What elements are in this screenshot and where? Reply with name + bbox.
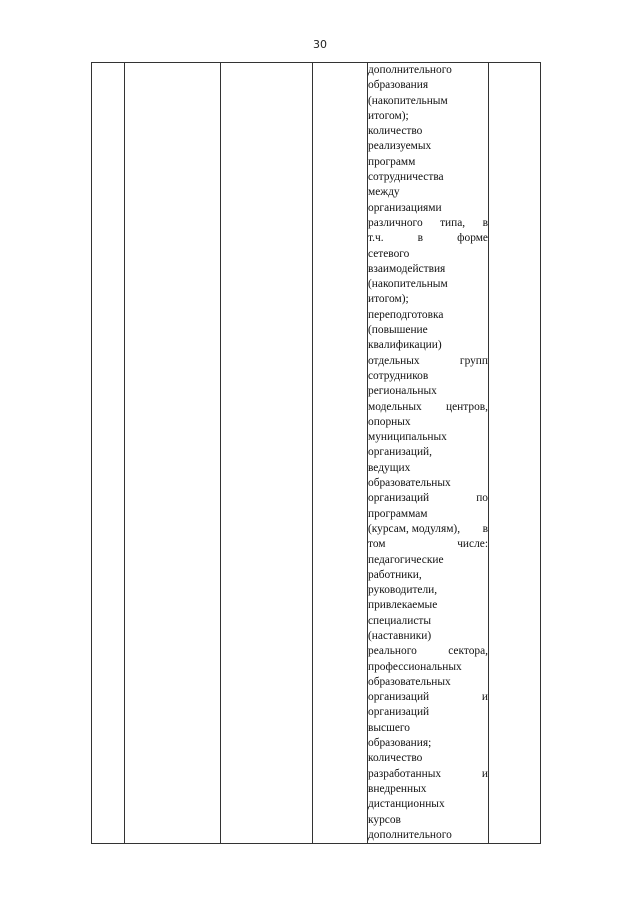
text-line: руководители, bbox=[368, 584, 438, 597]
text-line: образования; bbox=[368, 737, 432, 750]
table-row bbox=[92, 63, 541, 844]
text-line: количество bbox=[368, 752, 423, 765]
text-line: профессиональных bbox=[368, 660, 462, 673]
text-line bbox=[368, 400, 488, 415]
text-line bbox=[368, 231, 488, 246]
text-line: переподготовка bbox=[368, 308, 444, 321]
text-line: региональных bbox=[368, 385, 437, 398]
text-line: образовательных bbox=[368, 477, 451, 490]
text-line: высшего bbox=[368, 721, 410, 734]
text-line: (накопительным bbox=[368, 278, 448, 291]
text-line: (повышение bbox=[368, 324, 428, 337]
table-cell-col3 bbox=[221, 63, 313, 844]
text-word: в bbox=[482, 216, 488, 229]
table-cell-col1 bbox=[92, 63, 125, 844]
text-word: и bbox=[481, 691, 488, 704]
text-line: специалисты bbox=[368, 614, 432, 627]
text-line: сотрудничества bbox=[368, 171, 444, 184]
text-word: организаций bbox=[368, 492, 430, 505]
text-line bbox=[368, 216, 488, 231]
text-line bbox=[368, 491, 488, 506]
text-word: числе: bbox=[457, 538, 488, 551]
text-word: том bbox=[368, 538, 386, 551]
text-line: итогом); bbox=[368, 293, 409, 306]
text-word: центров, bbox=[446, 400, 488, 413]
text-line: образования bbox=[368, 79, 429, 92]
text-line: опорных bbox=[368, 415, 411, 428]
page-number: 30 bbox=[313, 38, 327, 51]
text-word: разработанных bbox=[368, 767, 442, 780]
table-cell-col4 bbox=[313, 63, 368, 844]
text-line: внедренных bbox=[368, 782, 427, 795]
document-table bbox=[91, 62, 541, 844]
text-line: педагогические bbox=[368, 553, 444, 566]
text-word: форме bbox=[457, 232, 488, 245]
text-word: и bbox=[481, 767, 488, 780]
text-word: в bbox=[482, 522, 488, 535]
text-line: программам bbox=[368, 507, 428, 520]
text-line: (наставники) bbox=[368, 629, 432, 642]
text-line: организаций, bbox=[368, 446, 432, 459]
text-line: организациями bbox=[368, 201, 442, 214]
text-line: работники, bbox=[368, 568, 422, 581]
text-line bbox=[368, 354, 488, 369]
text-word: типа, bbox=[440, 216, 466, 229]
text-line bbox=[368, 690, 488, 705]
text-line: взаимодействия bbox=[368, 262, 446, 275]
text-line bbox=[368, 537, 488, 552]
table-cell-col6 bbox=[489, 63, 541, 844]
text-line: (накопительным bbox=[368, 94, 448, 107]
text-word: групп bbox=[459, 354, 488, 367]
text-word: реального bbox=[368, 645, 417, 658]
text-line: дополнительного bbox=[368, 64, 452, 76]
text-word: модельных bbox=[368, 400, 422, 413]
text-line: программ bbox=[368, 155, 416, 168]
text-line bbox=[368, 767, 488, 782]
text-line bbox=[368, 644, 488, 659]
text-line: курсов bbox=[368, 813, 401, 826]
text-word: по bbox=[476, 492, 488, 505]
table-cell-indicators bbox=[368, 63, 489, 844]
text-line: сетевого bbox=[368, 247, 410, 260]
text-word: в bbox=[417, 232, 424, 245]
text-line: образовательных bbox=[368, 675, 451, 688]
text-word: сектора, bbox=[448, 645, 488, 658]
text-word: отдельных bbox=[368, 354, 420, 367]
text-line: реализуемых bbox=[368, 140, 432, 153]
text-line: сотрудников bbox=[368, 369, 429, 382]
text-line: ведущих bbox=[368, 461, 411, 474]
text-line bbox=[368, 522, 488, 537]
text-line: итогом); bbox=[368, 109, 409, 122]
text-line: между bbox=[368, 186, 400, 199]
text-line: организаций bbox=[368, 706, 430, 719]
text-word: (курсам, модулям), bbox=[368, 522, 461, 535]
text-word: т.ч. bbox=[368, 232, 384, 245]
text-line: муниципальных bbox=[368, 431, 447, 444]
text-word: организаций bbox=[368, 691, 430, 704]
table-cell-col2 bbox=[125, 63, 221, 844]
text-line: дистанционных bbox=[368, 798, 445, 811]
text-line: количество bbox=[368, 125, 423, 138]
text-line: дополнительного bbox=[368, 828, 452, 841]
text-word: различного bbox=[368, 216, 423, 229]
text-line: квалификации) bbox=[368, 339, 442, 352]
text-line: привлекаемые bbox=[368, 599, 438, 612]
